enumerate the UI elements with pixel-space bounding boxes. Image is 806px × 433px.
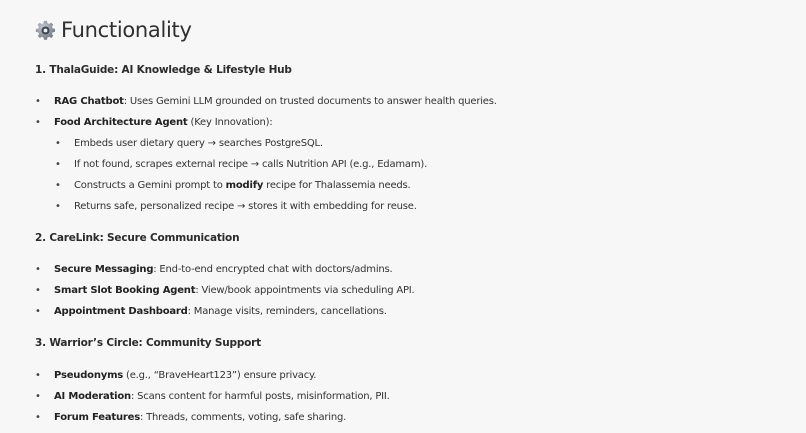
list-item: • Pseudonyms (e.g., “BraveHeart123”) ensure privacy. xyxy=(35,370,317,381)
sub-list-item: • If not found, scrapes external recipe → calls Nutrition API (e.g., Edamam). xyxy=(55,159,428,170)
bullet: • xyxy=(55,180,61,191)
page-title: Functionality xyxy=(61,18,192,42)
list-item: • Food Architecture Agent (Key Innovation): xyxy=(35,117,273,128)
gear-icon xyxy=(35,20,56,41)
sub-list-item: • Returns safe, personalized recipe → stores it with embedding for reuse. xyxy=(55,201,417,212)
bullet: • xyxy=(35,370,41,381)
bullet: • xyxy=(55,201,61,212)
bullet: • xyxy=(35,306,41,317)
section-heading-warriors-circle: 3. Warrior’s Circle: Community Support xyxy=(35,337,261,349)
title-row xyxy=(35,18,192,42)
bullet: • xyxy=(35,391,41,402)
sub-list-item: • Embeds user dietary query → searches PostgreSQL. xyxy=(55,138,323,149)
list-item: • Appointment Dashboard: Manage visits, reminders, cancellations. xyxy=(35,306,387,317)
bullet: • xyxy=(35,285,41,296)
list-item: • Smart Slot Booking Agent: View/book appointments via scheduling API. xyxy=(35,285,415,296)
list-item: • RAG Chatbot: Uses Gemini LLM grounded on trusted documents to answer health queries. xyxy=(35,96,497,107)
section-heading-carelink: 2. CareLink: Secure Communication xyxy=(35,232,240,244)
bullet: • xyxy=(35,264,41,275)
list-item: • Secure Messaging: End-to-end encrypted chat with doctors/admins. xyxy=(35,264,393,275)
sub-list-item: • Constructs a Gemini prompt to modify recipe for Thalassemia needs. xyxy=(55,180,411,191)
section-heading-thalaguide: 1. ThalaGuide: AI Knowledge & Lifestyle Hub xyxy=(35,64,292,76)
list-item: • AI Moderation: Scans content for harmful posts, misinformation, PII. xyxy=(35,391,390,402)
bullet: • xyxy=(35,96,41,107)
bullet: • xyxy=(35,117,41,128)
bullet: • xyxy=(55,138,61,149)
bullet: • xyxy=(35,412,41,423)
list-item: • Forum Features: Threads, comments, voting, safe sharing. xyxy=(35,412,347,423)
bullet: • xyxy=(55,159,61,170)
